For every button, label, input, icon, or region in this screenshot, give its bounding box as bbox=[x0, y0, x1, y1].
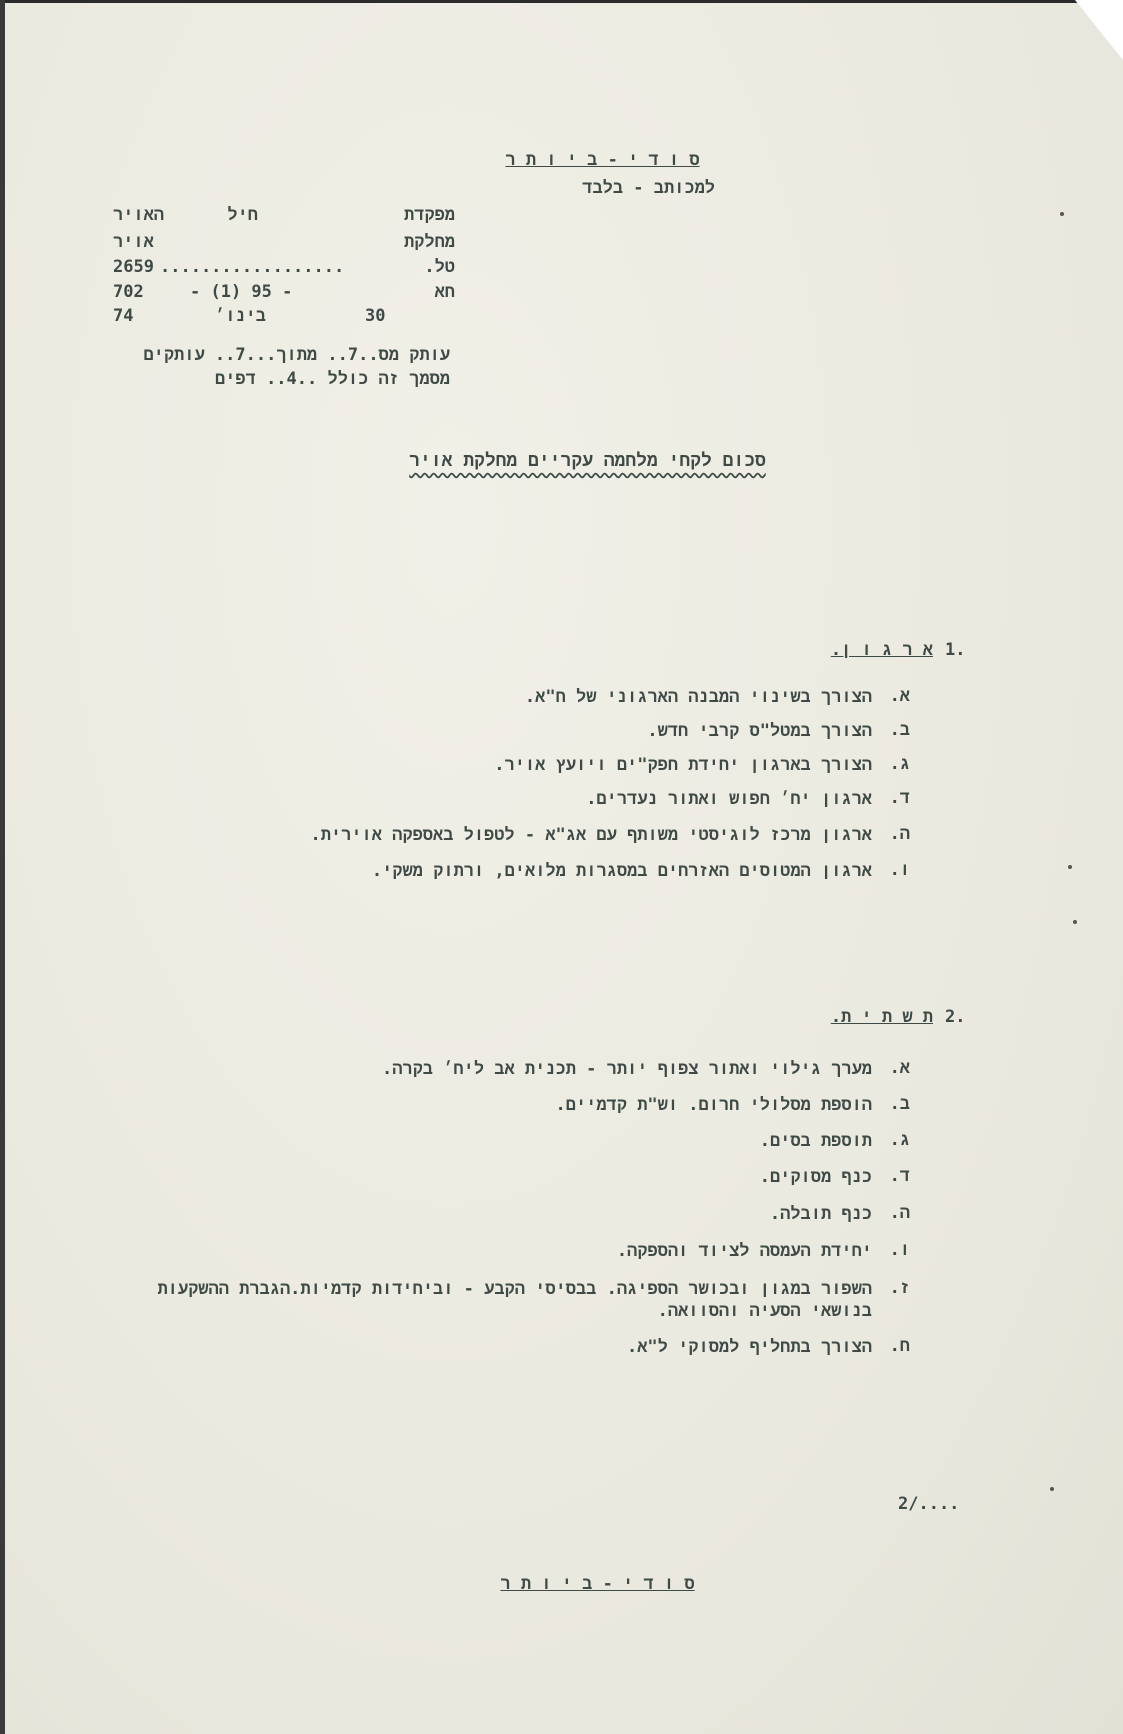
item-text: יחידת העמסה לציוד והספקה. bbox=[616, 1241, 872, 1261]
header-air: האויר bbox=[113, 205, 165, 225]
scan-speck bbox=[1068, 865, 1072, 869]
header-date-year: 74 bbox=[113, 306, 134, 326]
list-item bbox=[300, 788, 910, 810]
item-marker: א. bbox=[889, 1058, 910, 1078]
classification-top-sub: למכותב - בלבד bbox=[582, 178, 715, 198]
item-text: ארגון מרכז לוגיסטי משותף עם אג"א - לטפול באספקה אוירית. bbox=[310, 825, 872, 845]
list-item bbox=[300, 1094, 910, 1116]
list-item bbox=[140, 1278, 910, 1322]
header-department: מחלקת bbox=[403, 232, 455, 252]
header-phone-label: טל. bbox=[424, 257, 455, 277]
item-marker: ח. bbox=[889, 1336, 910, 1356]
header-pages-line: מסמך זה כולל ..4.. דפים bbox=[215, 369, 450, 389]
section-heading: ת ש ת י ת. bbox=[830, 1007, 933, 1027]
header-phone-number: 2659 bbox=[113, 257, 154, 277]
item-marker: ד. bbox=[889, 788, 910, 808]
list-item bbox=[300, 1166, 910, 1188]
item-marker: א. bbox=[889, 686, 910, 706]
header-date-month: בינו׳ bbox=[215, 306, 267, 326]
header-copy-line: עותק מס..7.. מתוך...7.. עותקים bbox=[143, 345, 450, 365]
item-text: כנף מסוקים. bbox=[759, 1167, 872, 1187]
item-text: השפור במגון ובכושר הספיגה. בבסיסי הקבע - וביחידות קדמיות.הגברת ההשקעות בנושאי הסעיה והסוואה. bbox=[157, 1279, 872, 1321]
page-continuation: 2/.... bbox=[898, 1494, 960, 1514]
item-marker: ג. bbox=[889, 1130, 910, 1150]
list-item bbox=[300, 686, 910, 708]
section-number: 1. bbox=[945, 640, 966, 660]
section-number: 2. bbox=[945, 1007, 966, 1027]
item-marker: ד. bbox=[889, 1166, 910, 1186]
list-item bbox=[300, 1203, 910, 1225]
item-text: הצורך בתחליף למסוקי ל"א. bbox=[626, 1337, 872, 1357]
header-ref-number: 702 bbox=[113, 282, 144, 302]
document-title: סכום לקחי מלחמה עקריים מחלקת אויר bbox=[409, 450, 766, 471]
header-corps: חיל bbox=[227, 205, 258, 225]
header-ref-label: חא bbox=[434, 282, 455, 302]
item-text: הצורך בשינוי המבנה הארגוני של ח"א. bbox=[524, 687, 872, 707]
header-ref-code: - (1) 95 - bbox=[190, 282, 293, 302]
scan-speck bbox=[1050, 1487, 1054, 1491]
item-marker: ב. bbox=[889, 1094, 910, 1114]
header-unit: מפקדת bbox=[403, 205, 455, 225]
classification-bottom: ס ו ד י - ב י ו ת ר bbox=[500, 1574, 695, 1594]
list-item bbox=[300, 720, 910, 742]
list-item bbox=[300, 1058, 910, 1080]
item-text: מערך גילוי ואתור צפוף יותר - תכנית אב ליח׳ בקרה. bbox=[381, 1059, 872, 1079]
item-marker: ה. bbox=[889, 824, 910, 844]
folded-corner bbox=[1075, 0, 1123, 60]
item-text: ארגון המטוסים האזרחים במסגרות מלואים, ורתוק משקי. bbox=[371, 861, 872, 881]
item-marker: ו. bbox=[889, 1240, 910, 1260]
classification-top: ס ו ד י - ב י ו ת ר bbox=[505, 150, 700, 170]
header-date-day: 30 bbox=[365, 306, 386, 326]
item-text: ארגון יח׳ חפוש ואתור נעדרים. bbox=[586, 789, 872, 809]
header-phone-dots: .................. bbox=[160, 257, 345, 277]
list-item bbox=[300, 1130, 910, 1152]
section-heading: א ר ג ו ן. bbox=[830, 640, 933, 660]
header-department-name: אויר bbox=[113, 232, 154, 252]
list-item bbox=[300, 1336, 910, 1358]
item-text: הוספת מסלולי חרום. וש"ת קדמיים. bbox=[555, 1095, 872, 1115]
list-item bbox=[300, 860, 910, 882]
scan-top-edge bbox=[0, 0, 1123, 3]
list-item bbox=[300, 754, 910, 776]
item-text: הצורך בארגון יחידת חפק"ים ויועץ אויר. bbox=[494, 755, 872, 775]
scan-speck bbox=[1060, 212, 1064, 216]
item-text: תוספת בסים. bbox=[759, 1131, 872, 1151]
item-marker: ג. bbox=[889, 754, 910, 774]
item-text: הצורך במטל"ס קרבי חדש. bbox=[647, 721, 872, 741]
item-text: כנף תובלה. bbox=[769, 1204, 872, 1224]
item-marker: ב. bbox=[889, 720, 910, 740]
item-marker: ו. bbox=[889, 860, 910, 880]
list-item bbox=[260, 824, 910, 846]
scan-left-edge bbox=[0, 0, 5, 1734]
scan-speck bbox=[1073, 920, 1077, 924]
item-marker: ז. bbox=[889, 1278, 910, 1298]
item-marker: ה. bbox=[889, 1203, 910, 1223]
list-item bbox=[300, 1240, 910, 1262]
